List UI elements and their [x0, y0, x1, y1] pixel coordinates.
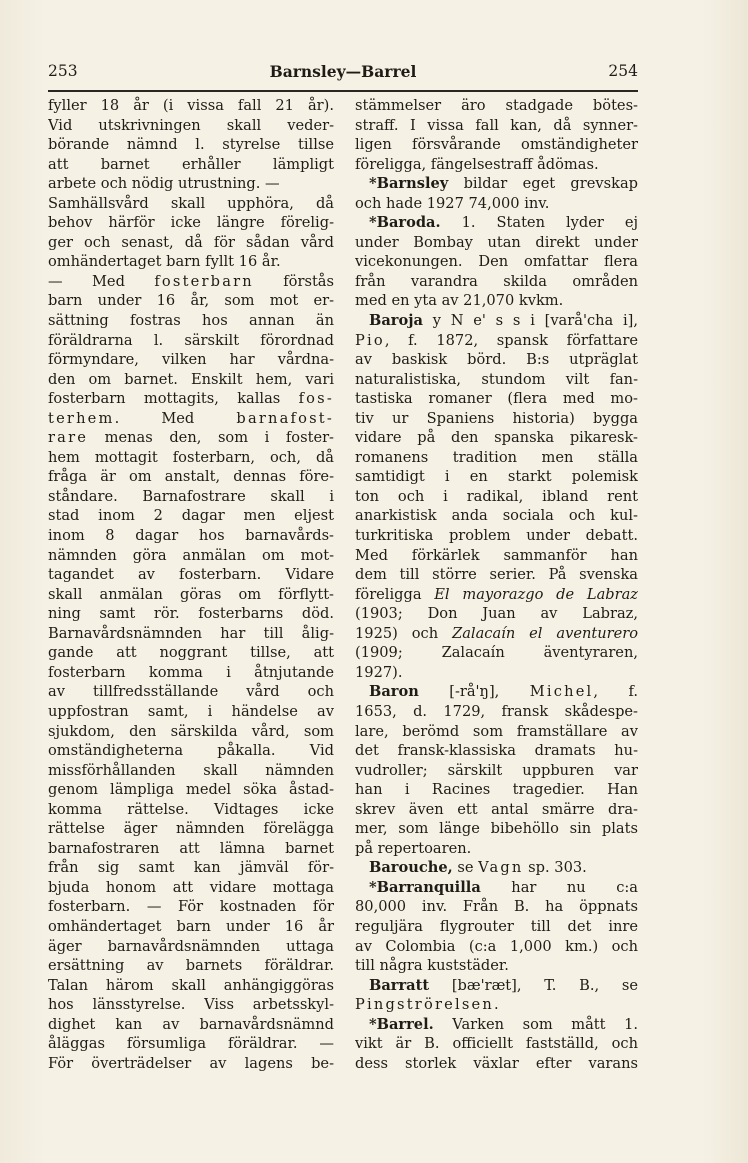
spaced-term: fos-: [298, 390, 334, 408]
text-run: bildar eget grevskap: [448, 175, 638, 193]
text-line: [355, 1015, 638, 1035]
text-line: och hade 1927 74,000 inv.: [355, 194, 550, 212]
text-line: 1653, d. 1729, fransk skådespe-: [355, 702, 638, 720]
text-line: med en yta av 21,070 kvkm.: [355, 292, 564, 310]
text-line: ger och senast, då för sådan vård: [48, 233, 334, 251]
text-line: av baskisk börd. B:s utpräglat: [355, 351, 638, 369]
text-run: [-rå'ŋ],: [418, 683, 530, 701]
text-line: naturalistiska, stundom vilt fan-: [355, 370, 638, 388]
text-line: det fransk-klassiska dramats hu-: [355, 742, 638, 760]
entry-headword: Baron: [369, 683, 419, 701]
text-line: nämnden göra anmälan om mot-: [48, 546, 334, 564]
entry-headword: *Barrel.: [369, 1015, 434, 1033]
text-line: Med förkärlek sammanför han: [355, 546, 638, 564]
text-line: barn under 16 år, som mot er-: [48, 292, 334, 310]
text-line: (1903; Don Juan av Labraz,: [355, 605, 638, 623]
entry-headword: *Barnsley: [369, 175, 449, 193]
text-line: straff. I vissa fall kan, då synner-: [355, 116, 638, 134]
text-line: tastiska romaner (flera med mo-: [355, 390, 638, 408]
text-line: stämmelser äro stadgade bötes-: [355, 97, 638, 114]
text-line: [355, 878, 638, 898]
text-line: börande nämnd l. styrelse tillse: [48, 136, 334, 154]
text-line: rättelse äger nämnden förelägga: [48, 820, 334, 838]
entry-headword: Baroja: [369, 312, 423, 330]
text-line: ersättning av barnets föräldrar.: [48, 957, 334, 975]
text-run: . Med: [114, 409, 237, 427]
text-line: behov härför icke längre förelig-: [48, 214, 334, 232]
text-line: av tillfredsställande vård och: [48, 683, 334, 701]
text-line: uppfostran samt, i händelse av: [48, 702, 334, 720]
text-line: omhändertaget barn fyllt 16 år.: [48, 253, 281, 271]
text-line: på repertoaren.: [355, 839, 472, 857]
text-line: barnafostraren att lämna barnet: [48, 839, 334, 857]
spaced-term: fosterbarn: [154, 272, 254, 290]
text-run: — Med: [48, 272, 155, 290]
text-run: se: [452, 859, 479, 877]
text-line: bjuda honom att vidare mottaga: [48, 878, 334, 896]
text-line: hem mottagit fosterbarn, och, då: [48, 448, 334, 466]
text-line: förmyndare, vilken har vårdna-: [48, 351, 334, 369]
text-line: komma rättelse. Vidtages icke: [48, 800, 334, 818]
text-run: Varken som mått 1.: [433, 1015, 638, 1033]
text-line: arbete och nödig utrustning. —: [48, 175, 280, 193]
text-line: från varandra skilda områden: [355, 272, 638, 290]
text-run: [bæ'ræt], T. B., se: [429, 976, 638, 994]
header-rule: [48, 90, 638, 92]
text-line: dighet kan av barnavårdsnämnd: [48, 1015, 334, 1033]
text-line: lare, berömd som framställare av: [355, 722, 638, 740]
text-line: [355, 976, 638, 996]
text-line: turkritiska problem under debatt.: [355, 527, 638, 545]
text-line: anarkistisk anda sociala och kul-: [355, 507, 638, 525]
text-line: ligen försvårande omständigheter: [355, 136, 638, 154]
text-run: förstås: [253, 272, 334, 290]
text-line: stad inom 2 dagar men eljest: [48, 507, 334, 525]
text-line: [355, 331, 638, 351]
text-line: ton och i radikal, ibland rent: [355, 487, 638, 505]
text-line: Vid utskrivningen skall veder-: [48, 116, 334, 134]
text-line: Talan härom skall anhängiggöras: [48, 976, 334, 994]
text-line: av Colombia (c:a 1,000 km.) och: [355, 937, 638, 955]
text-line: vikt är B. officiellt fastställd, och: [355, 1035, 638, 1053]
text-line: [48, 428, 334, 448]
text-line: För överträdelser av lagens be-: [48, 1054, 334, 1072]
italic-title: El mayorazgo de Labraz: [434, 585, 638, 603]
text-line: Barnavårdsnämnden har till ålig-: [48, 624, 334, 642]
text-line: fyller 18 år (i vissa fall 21 år).: [48, 97, 334, 114]
spaced-term: Vagn: [478, 859, 524, 877]
spaced-term: Pio: [355, 331, 385, 349]
spaced-term: terhem: [48, 409, 115, 427]
text-line: [355, 682, 638, 702]
text-run: .: [493, 996, 499, 1014]
page-header: [48, 62, 638, 88]
text-run: menas den, som i foster-: [88, 429, 334, 447]
text-line: 80,000 inv. Från B. ha öppnats: [355, 898, 638, 916]
text-run: , f.: [593, 683, 638, 701]
text-line: skall anmälan göras om förflytt-: [48, 585, 334, 603]
text-line: skrev även ett antal smärre dra-: [355, 800, 638, 818]
text-line: fråga är om anstalt, dennas före-: [48, 468, 334, 486]
text-line: [355, 624, 638, 644]
text-line: hos länsstyrelse. Viss arbetsskyl-: [48, 996, 334, 1014]
text-run: , f. 1872, spansk författare: [384, 331, 638, 349]
entry-headword: Barouche,: [369, 859, 453, 877]
text-line: ståndare. Barnafostrare skall i: [48, 487, 334, 505]
text-line: tagandet av fosterbarn. Vidare: [48, 566, 334, 584]
text-line: inom 8 dagar hos barnavårds-: [48, 527, 334, 545]
text-line: sättning fostras hos annan än: [48, 312, 334, 330]
text-line: [48, 272, 334, 292]
text-line: tiv ur Spaniens historia) bygga: [355, 409, 638, 427]
text-line: [355, 585, 638, 605]
text-run: sp. 303.: [523, 859, 587, 877]
text-run: fosterbarn mottagits, kallas: [48, 390, 299, 408]
text-line: att barnet erhåller lämpligt: [48, 155, 334, 173]
text-line: sjukdom, den särskilda vård, som: [48, 722, 334, 740]
text-line: [355, 858, 638, 878]
text-line: fosterbarn. — För kostnaden för: [48, 898, 334, 916]
text-line: missförhållanden skall nämnden: [48, 761, 334, 779]
spaced-term: barnafost-: [236, 409, 334, 427]
text-line: dem till större serier. På svenska: [355, 566, 638, 584]
text-line: till några kuststäder.: [355, 957, 509, 975]
spaced-term: Michel: [529, 683, 594, 701]
page-number-right: 254: [608, 62, 638, 80]
text-line: föräldrarna l. särskilt förordnad: [48, 331, 334, 349]
text-line: äger barnavårdsnämnden uttaga: [48, 937, 334, 955]
running-title: Barnsley—Barrel: [269, 62, 417, 81]
text-line: omhändertaget barn under 16 år: [48, 917, 334, 935]
left-column: [48, 96, 334, 1073]
entry-headword: *Baroda.: [369, 214, 441, 232]
italic-title: Zalacaín el aventurero: [452, 624, 638, 642]
text-run: 1. Staten lyder ej: [440, 214, 638, 232]
entry-headword: *Barranquilla: [369, 878, 481, 896]
text-line: fosterbarn komma i åtnjutande: [48, 663, 334, 681]
text-line: reguljära flygrouter till det inre: [355, 917, 638, 935]
page-number-left: 253: [48, 62, 78, 80]
text-line: omständigheterna påkalla. Vid: [48, 742, 334, 760]
text-run: 1925) och: [355, 624, 453, 642]
text-line: [355, 213, 638, 233]
text-line: [355, 995, 638, 1015]
text-line: från sig samt kan jämväl för-: [48, 859, 334, 877]
text-run: föreligga: [355, 585, 435, 603]
text-line: mer, som länge bibehöllo sin plats: [355, 820, 638, 838]
text-line: den om barnet. Enskilt hem, vari: [48, 370, 334, 388]
text-line: föreligga, fängelsestraff ådömas.: [355, 155, 599, 173]
entry-headword: Barratt: [369, 976, 430, 994]
text-run: y N e' s s i [varå'cha i],: [422, 312, 638, 330]
text-line: dess storlek växlar efter varans: [355, 1054, 638, 1072]
text-line: ning samt rör. fosterbarns död.: [48, 605, 334, 623]
spaced-term: Pingströrelsen: [355, 996, 494, 1014]
text-line: Samhällsvård skall upphöra, då: [48, 194, 334, 212]
spaced-term: rare: [48, 429, 89, 447]
text-line: romanens tradition men ställa: [355, 448, 638, 466]
text-line: vidare på den spanska pikaresk-: [355, 429, 638, 447]
text-line: genom lämpliga medel söka åstad-: [48, 781, 334, 799]
right-column: [355, 96, 638, 1073]
text-line: [355, 174, 638, 194]
text-line: vicekonungen. Den omfattar flera: [355, 253, 638, 271]
text-line: [48, 409, 334, 429]
text-run: har nu c:a: [480, 878, 638, 896]
text-line: [48, 389, 334, 409]
text-line: [355, 311, 638, 331]
text-line: han i Racines tragedier. Han: [355, 781, 638, 799]
text-line: åläggas försumliga föräldrar. —: [48, 1035, 334, 1053]
text-line: samtidigt i en starkt polemisk: [355, 468, 638, 486]
text-line: vudroller; särskilt uppburen var: [355, 761, 638, 779]
text-line: gande att noggrant tillse, att: [48, 644, 334, 662]
text-line: (1909; Zalacaín äventyraren,: [355, 644, 638, 662]
text-line: under Bombay utan direkt under: [355, 233, 638, 251]
text-line: 1927).: [355, 663, 403, 681]
